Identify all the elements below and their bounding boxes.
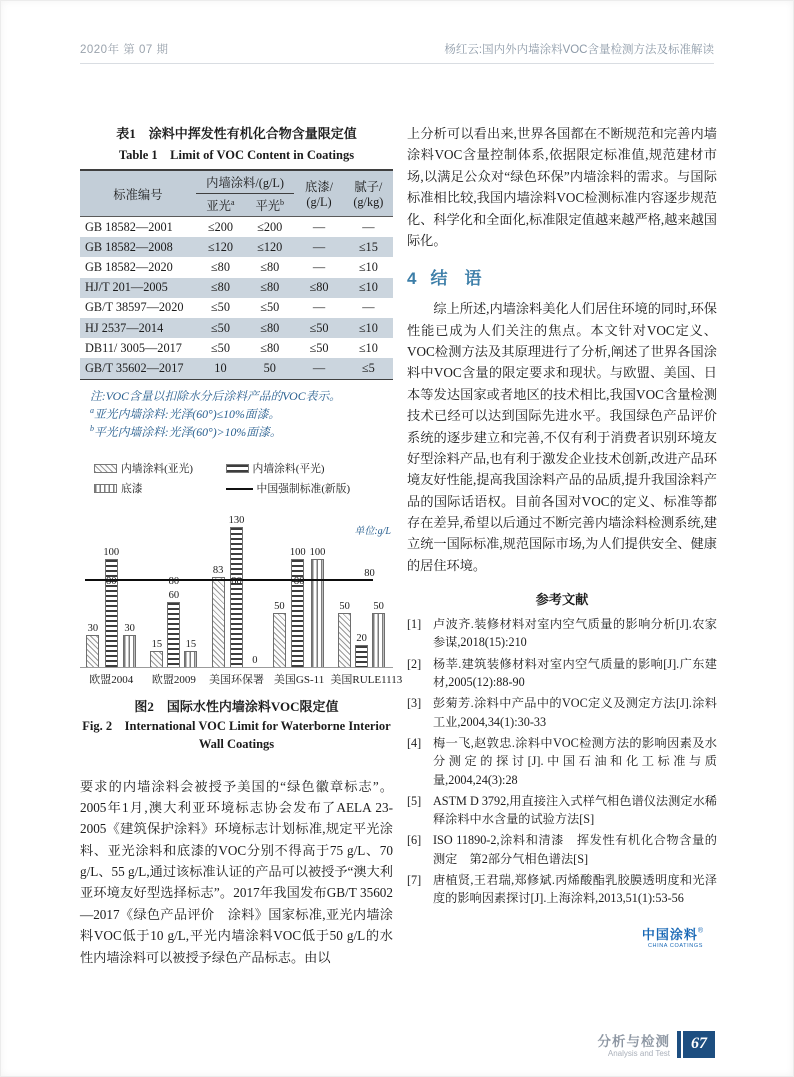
cell-matte: 10: [214, 360, 227, 375]
cell-primer: ≤50: [309, 320, 329, 335]
bar-value-label: 100: [309, 547, 326, 559]
cell-flat: ≤80: [260, 259, 280, 274]
legend-label: 底漆: [121, 483, 143, 496]
note-sup: a: [90, 405, 94, 415]
legend-label: 内墙涂料(平光): [252, 463, 325, 476]
cell-primer: ≤50: [309, 340, 329, 355]
bar-value-label: 20: [356, 633, 367, 645]
vertical-stripes-swatch: [94, 484, 117, 493]
chart-plot: [80, 510, 393, 668]
issue-label: 2020年 第 07 期: [80, 44, 169, 56]
bar-group: [273, 546, 326, 667]
col-flat: [245, 194, 294, 217]
bar-group: [150, 589, 197, 667]
running-title: 杨红云:国内外内墙涂料VOC含量检测方法及标准解读: [444, 44, 714, 56]
reference-number: [4]: [407, 735, 422, 750]
bar-column: [150, 638, 163, 667]
legend-item-refline: [226, 481, 393, 496]
bar-diagonal-hatch: [212, 577, 225, 667]
bar-vertical-stripes: [372, 613, 385, 667]
bar-column: [310, 546, 326, 667]
bar-value-label: 15: [185, 639, 197, 651]
page-number: 67: [683, 1031, 715, 1058]
table-note: [90, 405, 393, 423]
bar-column: [355, 632, 368, 667]
cell-primer: —: [312, 219, 326, 234]
reference-text: 卢波齐.装修材料对室内空气质量的影响分析[J].农家参谋,2018(15):210: [433, 617, 717, 650]
reference-number: [2]: [407, 656, 422, 671]
table-row: [80, 217, 393, 238]
table-row: [80, 338, 393, 358]
col-primer: [294, 170, 343, 217]
cell-flat: ≤80: [260, 320, 280, 335]
cell-standard: GB 18582—2020: [85, 259, 173, 274]
cell-putty: ≤10: [358, 280, 378, 295]
reference-item: [407, 792, 717, 829]
cell-putty: ≤5: [361, 360, 375, 375]
voc-bar-chart: [80, 461, 403, 687]
section-title: 结 语: [430, 269, 482, 289]
cell-standard: GB/T 35602—2017: [85, 360, 184, 375]
left-column: [80, 123, 403, 968]
logo-text-en: CHINA COATINGS: [647, 942, 703, 949]
reference-text: ASTM D 3792,用直接注入式样气相色谱仪法测定水稀释涂料中水含量的试验方法[S]: [433, 793, 717, 827]
bar-column: [103, 546, 119, 667]
reference-number: [1]: [407, 617, 422, 632]
bar-vertical-stripes: [311, 559, 324, 667]
reference-item: [407, 615, 717, 652]
bar-diagonal-hatch: [338, 613, 351, 667]
table-row: [80, 318, 393, 338]
col-interior-group: 内墙涂料/(g/L): [196, 170, 295, 194]
legend-label: 内墙涂料(亚光): [121, 463, 193, 476]
cell-flat: 50: [263, 360, 276, 375]
bar-diagonal-hatch: [150, 651, 163, 667]
cell-matte: ≤50: [210, 300, 230, 315]
table-row: [80, 298, 393, 318]
table-body: [80, 217, 393, 380]
cell-standard: GB 18582—2008: [85, 239, 173, 254]
bar-column: [123, 622, 136, 667]
cell-primer: —: [312, 300, 326, 315]
table-row: [80, 257, 393, 277]
diagonal-hatch-swatch: [94, 464, 117, 473]
footer-section-en: Analysis and Test: [607, 1049, 670, 1058]
figure-caption-zh: 图2 国际水性内墙涂料VOC限定值: [134, 699, 339, 715]
china-coatings-logo: [407, 924, 717, 949]
table-row: [80, 278, 393, 298]
note-text: 亚光内墙涂料:光泽(60°)≤10%面漆。: [94, 406, 281, 421]
col-matte: [196, 194, 245, 217]
bar-value-label: 0: [252, 655, 258, 667]
bar-value-label: 50: [274, 601, 285, 613]
cell-putty: —: [362, 300, 375, 315]
table-head: [80, 170, 393, 217]
reference-text: ISO 11890-2,涂料和清漆 挥发性有机化合物含量的测定 第2部分气相色谱法[S]: [433, 833, 717, 866]
bar-group: [86, 546, 136, 667]
logo-text-zh: 中国涂料: [641, 926, 698, 942]
bar-group: [338, 600, 385, 667]
cell-flat: ≤200: [257, 219, 283, 234]
col-standard: 标准编号: [113, 187, 163, 202]
bar-vertical-stripes: [184, 651, 197, 667]
bar-value-label: 30: [124, 623, 135, 635]
cell-matte: ≤80: [210, 280, 230, 295]
bar-group-slot: [80, 510, 143, 667]
footer-section: [598, 1030, 671, 1058]
bar-column: [184, 638, 197, 667]
col-primer-line1: 底漆/: [305, 180, 334, 194]
note-text: 注:VOC含量以扣除水分后涂料产品的VOC表示。: [90, 388, 341, 403]
bar-column: [167, 589, 180, 667]
page-number-bar: [677, 1031, 681, 1058]
bar-column: [229, 514, 245, 667]
bar-value-label: 50: [339, 601, 350, 613]
reference-line-label: 80: [168, 576, 180, 588]
note-text: 平光内墙涂料:光泽(60°)>10%面漆。: [94, 425, 282, 440]
reference-list: [407, 615, 717, 907]
cell-flat: ≤80: [260, 280, 280, 295]
reference-number: [3]: [407, 696, 422, 711]
cell-putty: ≤15: [358, 239, 378, 254]
page-footer: [598, 1030, 716, 1058]
col-flat-label: 平光: [255, 199, 281, 213]
cell-putty: —: [362, 219, 375, 234]
bar-value-label: 50: [373, 601, 384, 613]
body-paragraph-top: 上分析可以看出来,世界各国都在不断规范和完善内墙涂料VOC含量控制体系,依据限定标准值,规范建材市场,以满足公众对“绿色环保”内墙涂料的需求。与国际标准相比较,我国内墙涂料VOC检测标准内容逐步规范化、科学化和全面化,标准限定值越来越严格,越来越国际化。: [407, 126, 717, 248]
table-title-zh: 表1 涂料中挥发性有机化合物含量限定值: [116, 126, 357, 141]
references-heading: 参考文献: [535, 592, 589, 608]
reference-line: [85, 579, 373, 581]
col-matte-sup: a: [230, 197, 235, 207]
table-row: [80, 358, 393, 379]
section-heading: [407, 264, 717, 289]
bar-column: [372, 600, 385, 667]
page-number-box: [677, 1031, 715, 1058]
x-category-label: 美国GS-11: [273, 674, 325, 687]
bar-group-slot: [205, 510, 268, 667]
cell-flat: ≤50: [260, 300, 280, 315]
bar-value-label: 83: [212, 565, 224, 577]
unit-label: 单位:g/L: [354, 526, 391, 538]
footer-section-zh: 分析与检测: [597, 1034, 670, 1049]
col-flat-sup: b: [280, 197, 285, 207]
body-paragraph-left: 要求的内墙涂料会被授予美国的“绿色徽章标志”。2005年1月,澳大利亚环境标志协会发布了AELA 23-2005《建筑保护涂料》环境标志计划标准,规定平光涂料、亚光涂料和底漆的VOC分别不得高于75 g/L、70 g/L、55 g/L,通过该标准认证的产品可以被授予“澳大利亚环境友好型选择标志”。2017年我国发布GB/T 35602—2017《绿色产品评价 涂料》国家标准,亚光内墙涂料VOC低于10 g/L,平光内墙涂料VOC低于50 g/L的水性内墙涂料可以被授予绿色产品标志。由以: [80, 778, 393, 965]
voc-limit-table: [80, 169, 393, 380]
reference-item: [407, 871, 717, 908]
cell-standard: GB/T 38597—2020: [85, 300, 184, 315]
bar-column: [248, 654, 261, 667]
right-column: [407, 123, 717, 968]
bar-value-label: 60: [168, 590, 180, 602]
table-notes: [90, 387, 393, 442]
table-note: [90, 387, 393, 405]
col-putty-line2: (g/kg): [353, 195, 384, 209]
solid-line-swatch: [226, 488, 253, 490]
reference-line-label: 80: [231, 576, 242, 588]
bar-group: [212, 514, 262, 667]
bar-group-slot: [268, 510, 331, 667]
col-primer-line2: (g/L): [306, 195, 332, 209]
cell-primer: ≤80: [309, 280, 329, 295]
reference-line-label: 80: [364, 568, 375, 580]
cell-putty: ≤10: [358, 320, 378, 335]
cell-standard: HJ/T 201—2005: [85, 280, 168, 295]
reference-number: [6]: [407, 833, 422, 848]
cell-primer: —: [312, 239, 326, 254]
cell-primer: —: [312, 360, 326, 375]
body-paragraph-conclusion: 综上所述,内墙涂料美化人们居住环境的同时,环保性能已成为人们关注的焦点。本文针对VOC定义、VOC检测方法及其原理进行了分析,阐述了世界各国涂料中VOC含量的限定要求和现状。与欧盟、美国、日本等发达国家或者地区的技术相比,我国VOC含量检测技术已经可以达到国际先进水平。我国绿色产品评价系统的逐步建立和完善,不仅有利于消费者识别环境友好型涂料产品,也有利于激发企业技术创新,改进产品环境友好性能,提高我国涂料产品的品质,提升我国涂料产品的国际话语权。目前各国对VOC的定义、标准等都存在差异,希望以后通过不断完善内墙涂料检测系统,建立统一国际标准,规范国际市场,为人们提供安全、健康的居住环境。: [407, 301, 717, 573]
legend-item-primer: [94, 481, 226, 496]
table-title-en: Table 1 Limit of VOC Content in Coatings: [118, 148, 355, 162]
x-category-label: 美国环保署: [208, 674, 264, 687]
chart-xaxis: [80, 671, 403, 687]
figure-caption-en: Fig. 2 International VOC Limit for Waterborne Interior Wall Coatings: [82, 719, 391, 752]
table-note: [90, 423, 393, 441]
bar-value-label: 100: [289, 547, 306, 559]
reference-text: 彭菊芳.涂料中产品中的VOC定义及测定方法[J].涂料工业,2004,34(1):30-33: [433, 696, 717, 729]
bar-column: [338, 600, 351, 667]
cell-putty: ≤10: [358, 340, 378, 355]
cell-matte: ≤50: [210, 340, 230, 355]
bar-group-slot: [143, 510, 206, 667]
bar-diagonal-hatch: [86, 635, 99, 667]
bar-diagonal-hatch: [273, 613, 286, 667]
cell-primer: —: [312, 259, 326, 274]
section-number: 4: [407, 269, 417, 289]
x-category-label: 欧盟2004: [89, 674, 134, 687]
bar-horizontal-stripes: [230, 527, 243, 667]
bar-column: [273, 600, 286, 667]
cell-putty: ≤10: [358, 259, 378, 274]
reference-item: [407, 734, 717, 789]
legend-item-flat: [226, 461, 393, 476]
bar-column: [290, 546, 306, 667]
reference-item: [407, 655, 717, 692]
cell-matte: ≤50: [210, 320, 230, 335]
cell-standard: DB11/ 3005—2017: [85, 340, 182, 355]
col-matte-label: 亚光: [206, 199, 231, 213]
bar-horizontal-stripes: [167, 602, 180, 667]
reference-text: 唐植贤,王君瑞,郑修斌.丙烯酸酯乳胶膜透明度和光泽度的影响因素探讨[J].上海涂料,2013,51(1):53-56: [433, 872, 717, 906]
content-area: [80, 123, 717, 968]
reference-line-label: 80: [293, 576, 305, 588]
bar-value-label: 100: [103, 547, 120, 559]
legend-label: 中国强制标准(新版): [256, 483, 351, 496]
col-putty-line1: 腻子/: [354, 180, 383, 194]
registered-mark-icon: ®: [697, 927, 703, 935]
legend-item-matte: [94, 461, 226, 476]
bar-value-label: 30: [87, 623, 99, 635]
table-row: [80, 237, 393, 257]
horizontal-stripes-swatch: [226, 464, 249, 473]
page-header: [80, 41, 714, 64]
bar-horizontal-stripes: [355, 645, 368, 667]
reference-number: [5]: [407, 793, 422, 808]
reference-item: [407, 831, 717, 868]
x-category-label: 欧盟2009: [151, 674, 196, 687]
x-category-label: 美国RULE1113: [330, 674, 403, 687]
note-sup: b: [90, 424, 94, 434]
bar-column: [86, 622, 99, 667]
reference-line-label: 80: [106, 576, 117, 588]
bar-vertical-stripes: [123, 635, 136, 667]
cell-matte: ≤120: [207, 239, 234, 254]
cell-standard: HJ 2537—2014: [85, 320, 164, 335]
chart-legend: [80, 461, 393, 496]
cell-standard: GB 18582—2001: [85, 219, 173, 234]
reference-item: [407, 694, 717, 731]
cell-flat: ≤120: [257, 239, 283, 254]
reference-text: 梅一飞,赵敦忠.涂料中VOC检测方法的影响因素及水分测定的探讨[J].中国石油和化工标准与质量,2004,24(3):28: [433, 735, 717, 787]
cell-matte: ≤200: [207, 219, 234, 234]
cell-matte: ≤80: [210, 259, 230, 274]
bar-value-label: 130: [228, 515, 245, 527]
cell-flat: ≤80: [260, 340, 280, 355]
col-putty: [344, 170, 393, 217]
reference-number: [7]: [407, 872, 422, 887]
reference-text: 杨莘.建筑装修材料对室内空气质量的影响[J].广东建材,2005(12):88-90: [433, 656, 717, 690]
bar-value-label: 15: [151, 639, 163, 651]
